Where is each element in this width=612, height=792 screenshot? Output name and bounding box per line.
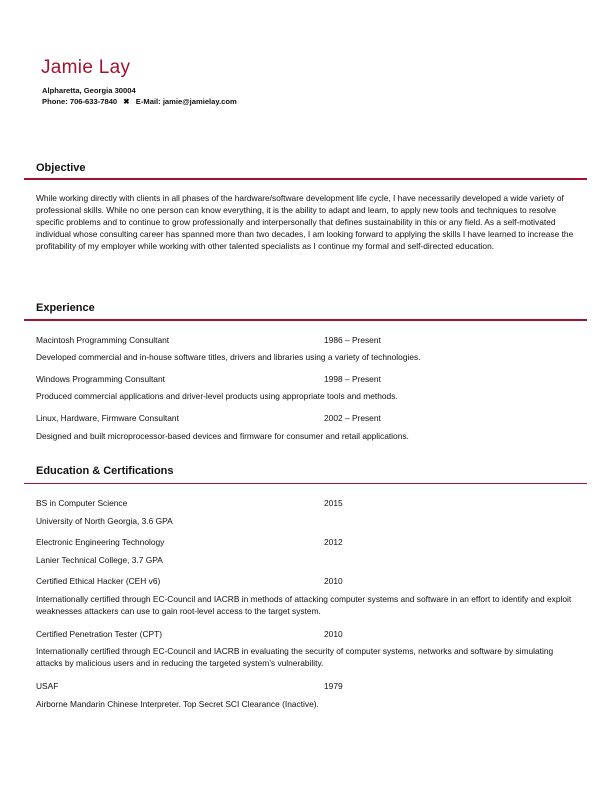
job-title: Windows Programming Consultant — [36, 374, 165, 384]
education-title: Certified Ethical Hacker (CEH v6) — [36, 576, 161, 586]
contact-line — [42, 97, 237, 106]
separator-x-icon: ✖ — [123, 97, 130, 106]
job-description: Developed commercial and in-house software titles, drivers and libraries using a variety of technologies. — [36, 352, 421, 362]
section-title-experience: Experience — [36, 302, 95, 314]
job-description: Designed and built microprocessor-based devices and firmware for consumer and retail applications. — [36, 431, 409, 441]
education-title: USAF — [36, 681, 59, 691]
job-dates: 2002 – Present — [324, 413, 381, 423]
section-title-objective: Objective — [36, 162, 86, 174]
job-dates: 1998 – Present — [324, 374, 381, 384]
education-year: 2012 — [324, 537, 343, 547]
address: Alpharetta, Georgia 30004 — [42, 86, 136, 95]
education-title: Electronic Engineering Technology — [36, 537, 165, 547]
education-description: Lanier Technical College, 3.7 GPA — [36, 555, 163, 565]
education-description: University of North Georgia, 3.6 GPA — [36, 516, 173, 526]
education-title: BS in Computer Science — [36, 498, 128, 508]
education-description: Internationally certified through EC-Council and IACRB in methods of attacking computer systems and software in an effort to identify and exploit weaknesses attackers can use to gain root-level access to the target system. — [36, 594, 572, 616]
candidate-name: Jamie Lay — [41, 57, 131, 78]
email-label: E-Mail: — [135, 97, 161, 106]
education-title: Certified Penetration Tester (CPT) — [36, 629, 162, 639]
section-title-education: Education & Certifications — [36, 465, 174, 477]
education-description: Airborne Mandarin Chinese Interpreter. Top Secret SCI Clearance (Inactive). — [36, 699, 319, 709]
education-year: 2010 — [324, 576, 343, 586]
phone-label: Phone: — [42, 97, 68, 106]
section-divider — [24, 319, 587, 321]
job-dates: 1986 – Present — [324, 335, 381, 345]
email-link[interactable]: jamie@jamielay.com — [162, 97, 237, 106]
phone-number: 706-633-7840 — [69, 97, 118, 106]
education-description: Internationally certified through EC-Council and IACRB in evaluating the security of computer systems, networks and software by simulating attacks by malicious users and in reducing the targeted system’s vulnerability. — [36, 646, 554, 668]
job-description: Produced commercial applications and driver-level products using appropriate tools and methods. — [36, 391, 398, 401]
job-title: Linux, Hardware, Firmware Consultant — [36, 413, 179, 423]
job-title: Macintosh Programming Consultant — [36, 335, 170, 345]
education-year: 2010 — [324, 629, 343, 639]
objective-text: While working directly with clients in all phases of the hardware/software development life cycle, I have necessarily developed a wide variety of professional skills. While no one person can know everything, it is the ability to adapt and learn, to apply new tools and techniques to resolve specific problems and to continue to grow professionally and interpersonally that defines sustainability in this or any field. As a self-motivated individual whose consulting career has spanned more than two decades, I am looking forward to applying the skills I have learned to increase the profitability of my employer while working with other talented specialists as I continue my formal and self-directed education. — [36, 193, 574, 251]
education-year: 1979 — [324, 681, 343, 691]
section-divider — [24, 483, 587, 484]
section-divider — [24, 178, 587, 180]
education-year: 2015 — [324, 498, 343, 508]
